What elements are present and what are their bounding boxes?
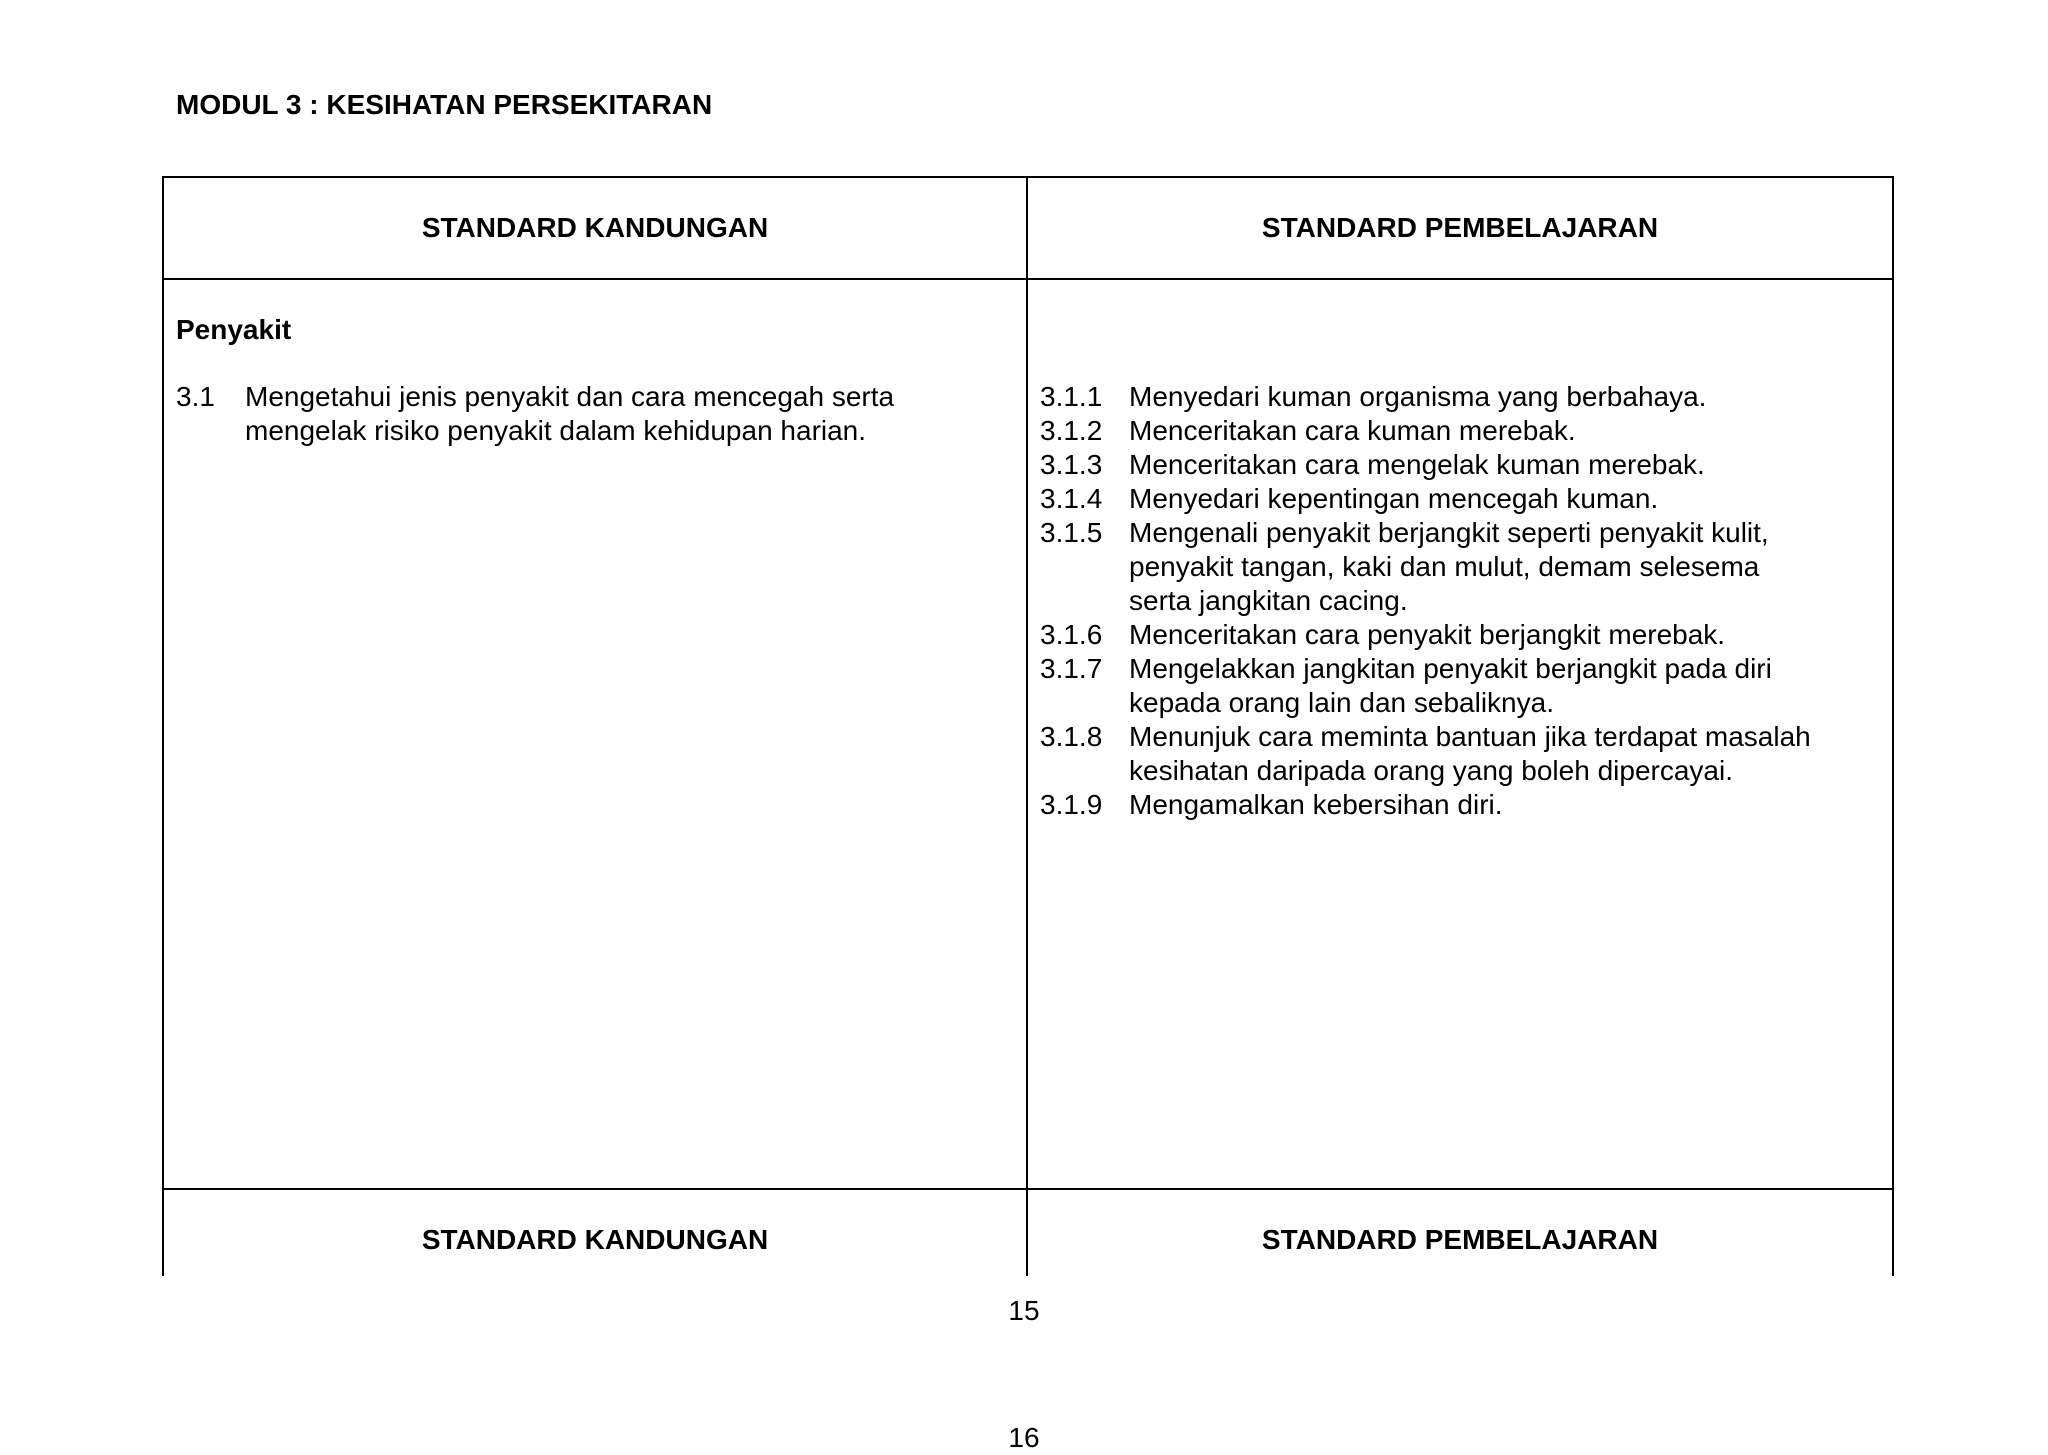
column-divider [1026,176,1028,1276]
table-border-top [163,176,1894,178]
learning-standard-line: Mengamalkan kebersihan diri. [1129,789,1503,820]
learning-standard-line: Menyedari kepentingan mencegah kuman. [1129,483,1659,514]
content-standard [176,380,936,448]
learning-standard-line: serta jangkitan cacing. [1129,585,1408,616]
header-divider [163,278,1894,280]
content-standard-line: mengelak risiko penyakit dalam kehidupan harian. [245,415,867,446]
learning-standard-line: Menceritakan cara kuman merebak. [1129,415,1576,446]
learning-standard-item [1040,618,1900,652]
page-number: 15 [1008,1295,1040,1326]
learning-standard-line: Menceritakan cara mengelak kuman merebak. [1129,449,1705,480]
footer-header-standard-pembelajaran: STANDARD PEMBELAJARAN [1261,1224,1659,1255]
learning-standard-line: kesihatan daripada orang yang boleh dipercayai. [1129,755,1733,786]
learning-standard-number: 3.1.2 [1040,415,1103,446]
topic-title: Penyakit [176,314,292,345]
page-number: 16 [1008,1422,1040,1453]
learning-standard-number: 3.1.4 [1040,483,1103,514]
table-border-left [162,176,164,1276]
header-standard-kandungan: STANDARD KANDUNGAN [421,212,769,243]
learning-standard-number: 3.1.1 [1040,381,1103,412]
learning-standard-item [1040,482,1900,516]
section-divider [163,1188,1894,1190]
learning-standard-line: Mengelakkan jangkitan penyakit berjangkit pada diri [1129,653,1772,684]
learning-standard-number: 3.1.6 [1040,619,1103,650]
footer-header-standard-kandungan: STANDARD KANDUNGAN [421,1224,769,1255]
learning-standard-line: Mengenali penyakit berjangkit seperti penyakit kulit, [1129,517,1769,548]
learning-standard-line: Menunjuk cara meminta bantuan jika terdapat masalah [1129,721,1811,752]
learning-standard-item [1040,720,1900,788]
content-standard-number: 3.1 [176,381,215,412]
learning-standard-item [1040,516,1900,618]
learning-standard-item [1040,448,1900,482]
learning-standard-number: 3.1.7 [1040,653,1103,684]
learning-standard-line: Menyedari kuman organisma yang berbahaya. [1129,381,1707,412]
learning-standards-list [1040,380,1900,822]
module-title: MODUL 3 : KESIHATAN PERSEKITARAN [176,89,713,120]
learning-standard-item [1040,652,1900,720]
learning-standard-number: 3.1.5 [1040,517,1103,548]
learning-standard-line: kepada orang lain dan sebaliknya. [1129,687,1554,718]
learning-standard-number: 3.1.3 [1040,449,1103,480]
header-standard-pembelajaran: STANDARD PEMBELAJARAN [1261,212,1659,243]
learning-standard-line: penyakit tangan, kaki dan mulut, demam selesema [1129,551,1760,582]
learning-standard-item [1040,788,1900,822]
learning-standard-item [1040,380,1900,414]
content-standard-line: Mengetahui jenis penyakit dan cara mencegah serta [245,381,895,412]
learning-standard-line: Menceritakan cara penyakit berjangkit merebak. [1129,619,1726,650]
learning-standard-item [1040,414,1900,448]
content-standard-text [245,380,936,448]
learning-standard-number: 3.1.8 [1040,721,1103,752]
learning-standard-number: 3.1.9 [1040,789,1103,820]
